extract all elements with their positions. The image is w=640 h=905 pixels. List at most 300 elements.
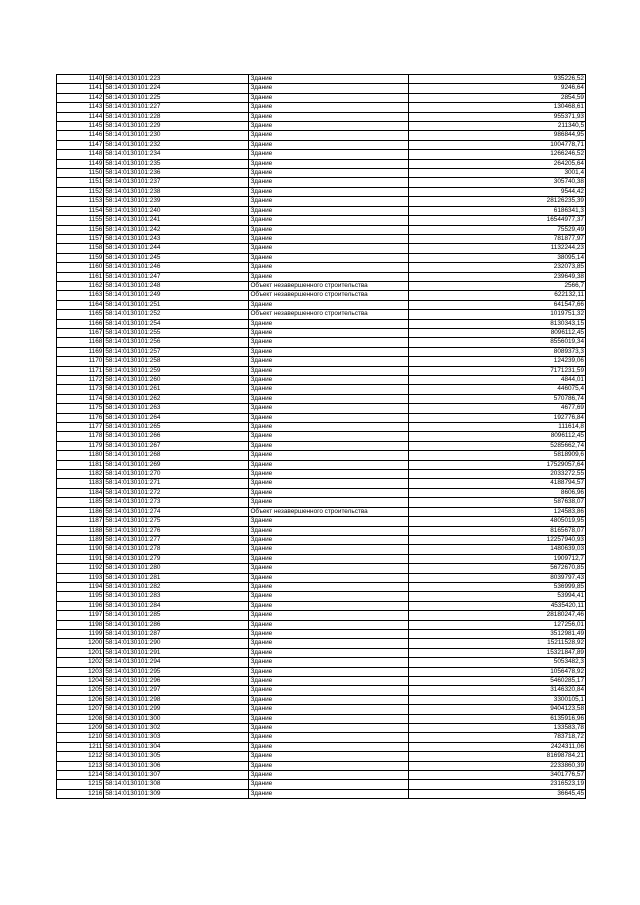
object-type-cell: Здание bbox=[249, 658, 408, 667]
cadastral-number-cell: 58:14:0130101:259 bbox=[104, 366, 249, 375]
cadastral-value-cell: 192776,84 bbox=[408, 413, 585, 422]
object-type-cell: Здание bbox=[249, 197, 408, 206]
table-row bbox=[57, 498, 586, 507]
cadastral-number-cell: 58:14:0130101:272 bbox=[104, 488, 249, 497]
cadastral-value-cell: 587638,07 bbox=[408, 498, 585, 507]
row-number-cell: 1159 bbox=[57, 253, 104, 262]
cadastral-number-cell: 58:14:0130101:298 bbox=[104, 695, 249, 704]
table-row bbox=[57, 272, 586, 281]
row-number-cell: 1142 bbox=[57, 93, 104, 102]
cadastral-value-cell: 536999,85 bbox=[408, 582, 585, 591]
object-type-cell: Здание bbox=[249, 705, 408, 714]
cadastral-value-cell: 2233860,39 bbox=[408, 761, 585, 770]
cadastral-value-cell: 305740,38 bbox=[408, 178, 585, 187]
table-row bbox=[57, 423, 586, 432]
table-row bbox=[57, 131, 586, 140]
cadastral-value-cell: 4844,01 bbox=[408, 376, 585, 385]
cadastral-value-cell: 38095,14 bbox=[408, 253, 585, 262]
row-number-cell: 1165 bbox=[57, 310, 104, 319]
row-number-cell: 1164 bbox=[57, 300, 104, 309]
object-type-cell: Здание bbox=[249, 112, 408, 121]
table-row bbox=[57, 686, 586, 695]
row-number-cell: 1168 bbox=[57, 338, 104, 347]
row-number-cell: 1148 bbox=[57, 150, 104, 159]
cadastral-number-cell: 58:14:0130101:225 bbox=[104, 93, 249, 102]
row-number-cell: 1186 bbox=[57, 507, 104, 516]
object-type-cell: Здание bbox=[249, 140, 408, 149]
table-row bbox=[57, 507, 586, 516]
cadastral-number-cell: 58:14:0130101:236 bbox=[104, 169, 249, 178]
object-type-cell: Здание bbox=[249, 328, 408, 337]
row-number-cell: 1209 bbox=[57, 724, 104, 733]
cadastral-value-cell: 8089373,3 bbox=[408, 347, 585, 356]
object-type-cell: Объект незавершенного строительства bbox=[249, 281, 408, 290]
cadastral-value-cell: 446075,4 bbox=[408, 385, 585, 394]
row-number-cell: 1149 bbox=[57, 159, 104, 168]
cadastral-number-cell: 58:14:0130101:286 bbox=[104, 620, 249, 629]
cadastral-value-cell: 8606,96 bbox=[408, 488, 585, 497]
cadastral-number-cell: 58:14:0130101:308 bbox=[104, 780, 249, 789]
table-row bbox=[57, 789, 586, 798]
cadastral-value-cell: 111614,8 bbox=[408, 423, 585, 432]
row-number-cell: 1178 bbox=[57, 432, 104, 441]
table-row bbox=[57, 122, 586, 131]
table-row bbox=[57, 470, 586, 479]
cadastral-value-cell: 1132244,23 bbox=[408, 244, 585, 253]
table-row bbox=[57, 761, 586, 770]
cadastral-number-cell: 58:14:0130101:246 bbox=[104, 263, 249, 272]
cadastral-value-cell: 8556019,34 bbox=[408, 338, 585, 347]
cadastral-value-cell: 8096112,45 bbox=[408, 328, 585, 337]
object-type-cell: Здание bbox=[249, 244, 408, 253]
cadastral-value-cell: 130468,61 bbox=[408, 103, 585, 112]
cadastral-number-cell: 58:14:0130101:244 bbox=[104, 244, 249, 253]
object-type-cell: Здание bbox=[249, 470, 408, 479]
cadastral-number-cell: 58:14:0130101:273 bbox=[104, 498, 249, 507]
cadastral-number-cell: 58:14:0130101:257 bbox=[104, 347, 249, 356]
row-number-cell: 1166 bbox=[57, 319, 104, 328]
row-number-cell: 1153 bbox=[57, 197, 104, 206]
cadastral-value-cell: 12257940,93 bbox=[408, 535, 585, 544]
object-type-cell: Здание bbox=[249, 611, 408, 620]
row-number-cell: 1174 bbox=[57, 394, 104, 403]
object-type-cell: Здание bbox=[249, 385, 408, 394]
cadastral-value-cell: 6135916,96 bbox=[408, 714, 585, 723]
table-row bbox=[57, 84, 586, 93]
table-row bbox=[57, 404, 586, 413]
object-type-cell: Объект незавершенного строительства bbox=[249, 507, 408, 516]
cadastral-number-cell: 58:14:0130101:239 bbox=[104, 197, 249, 206]
object-type-cell: Здание bbox=[249, 178, 408, 187]
row-number-cell: 1191 bbox=[57, 554, 104, 563]
cadastral-value-cell: 16544977,37 bbox=[408, 216, 585, 225]
table-row bbox=[57, 733, 586, 742]
cadastral-value-cell: 124583,86 bbox=[408, 507, 585, 516]
table-row bbox=[57, 573, 586, 582]
object-type-cell: Здание bbox=[249, 441, 408, 450]
cadastral-value-cell: 3512981,49 bbox=[408, 629, 585, 638]
cadastral-value-cell: 1056478,92 bbox=[408, 667, 585, 676]
cadastral-number-cell: 58:14:0130101:238 bbox=[104, 187, 249, 196]
table-row bbox=[57, 75, 586, 84]
cadastral-value-cell: 3401776,57 bbox=[408, 771, 585, 780]
table-row bbox=[57, 771, 586, 780]
row-number-cell: 1198 bbox=[57, 620, 104, 629]
cadastral-value-cell: 641547,66 bbox=[408, 300, 585, 309]
cadastral-number-cell: 58:14:0130101:256 bbox=[104, 338, 249, 347]
cadastral-value-cell: 2424311,06 bbox=[408, 742, 585, 751]
cadastral-value-cell: 4677,69 bbox=[408, 404, 585, 413]
cadastral-number-cell: 58:14:0130101:285 bbox=[104, 611, 249, 620]
object-type-cell: Здание bbox=[249, 695, 408, 704]
object-type-cell: Здание bbox=[249, 780, 408, 789]
row-number-cell: 1206 bbox=[57, 695, 104, 704]
cadastral-number-cell: 58:14:0130101:287 bbox=[104, 629, 249, 638]
cadastral-number-cell: 58:14:0130101:269 bbox=[104, 460, 249, 469]
cadastral-value-cell: 28180247,46 bbox=[408, 611, 585, 620]
object-type-cell: Здание bbox=[249, 122, 408, 131]
cadastral-number-cell: 58:14:0130101:237 bbox=[104, 178, 249, 187]
table-row bbox=[57, 263, 586, 272]
row-number-cell: 1150 bbox=[57, 169, 104, 178]
table-row bbox=[57, 394, 586, 403]
cadastral-number-cell: 58:14:0130101:263 bbox=[104, 404, 249, 413]
table-row bbox=[57, 169, 586, 178]
cadastral-number-cell: 58:14:0130101:251 bbox=[104, 300, 249, 309]
row-number-cell: 1214 bbox=[57, 771, 104, 780]
row-number-cell: 1187 bbox=[57, 517, 104, 526]
cadastral-number-cell: 58:14:0130101:255 bbox=[104, 328, 249, 337]
cadastral-number-cell: 58:14:0130101:267 bbox=[104, 441, 249, 450]
cadastral-number-cell: 58:14:0130101:240 bbox=[104, 206, 249, 215]
cadastral-number-cell: 58:14:0130101:305 bbox=[104, 752, 249, 761]
object-type-cell: Здание bbox=[249, 319, 408, 328]
object-type-cell: Объект незавершенного строительства bbox=[249, 310, 408, 319]
cadastral-value-cell: 264205,64 bbox=[408, 159, 585, 168]
object-type-cell: Здание bbox=[249, 272, 408, 281]
row-number-cell: 1184 bbox=[57, 488, 104, 497]
cadastral-value-cell: 53994,41 bbox=[408, 592, 585, 601]
row-number-cell: 1201 bbox=[57, 648, 104, 657]
table-row bbox=[57, 413, 586, 422]
cadastral-number-cell: 58:14:0130101:243 bbox=[104, 234, 249, 243]
table-row bbox=[57, 611, 586, 620]
cadastral-number-cell: 58:14:0130101:227 bbox=[104, 103, 249, 112]
row-number-cell: 1156 bbox=[57, 225, 104, 234]
table-row bbox=[57, 564, 586, 573]
table-row bbox=[57, 291, 586, 300]
table-row bbox=[57, 197, 586, 206]
row-number-cell: 1171 bbox=[57, 366, 104, 375]
cadastral-value-cell: 7171231,59 bbox=[408, 366, 585, 375]
object-type-cell: Здание bbox=[249, 253, 408, 262]
object-type-cell: Здание bbox=[249, 234, 408, 243]
cadastral-value-cell: 935226,52 bbox=[408, 75, 585, 84]
cadastral-value-cell: 8096112,45 bbox=[408, 432, 585, 441]
cadastral-value-cell: 5285662,74 bbox=[408, 441, 585, 450]
object-type-cell: Здание bbox=[249, 601, 408, 610]
table-row bbox=[57, 582, 586, 591]
object-type-cell: Здание bbox=[249, 479, 408, 488]
row-number-cell: 1208 bbox=[57, 714, 104, 723]
row-number-cell: 1173 bbox=[57, 385, 104, 394]
cadastral-value-cell: 9404123,58 bbox=[408, 705, 585, 714]
object-type-cell: Здание bbox=[249, 432, 408, 441]
cadastral-value-cell: 17529057,64 bbox=[408, 460, 585, 469]
row-number-cell: 1193 bbox=[57, 573, 104, 582]
row-number-cell: 1176 bbox=[57, 413, 104, 422]
cadastral-number-cell: 58:14:0130101:282 bbox=[104, 582, 249, 591]
object-type-cell: Здание bbox=[249, 216, 408, 225]
row-number-cell: 1180 bbox=[57, 451, 104, 460]
cadastral-value-cell: 3146320,84 bbox=[408, 686, 585, 695]
row-number-cell: 1188 bbox=[57, 526, 104, 535]
cadastral-value-cell: 570786,74 bbox=[408, 394, 585, 403]
row-number-cell: 1155 bbox=[57, 216, 104, 225]
row-number-cell: 1154 bbox=[57, 206, 104, 215]
row-number-cell: 1185 bbox=[57, 498, 104, 507]
row-number-cell: 1199 bbox=[57, 629, 104, 638]
table-row bbox=[57, 451, 586, 460]
cadastral-number-cell: 58:14:0130101:262 bbox=[104, 394, 249, 403]
table-row bbox=[57, 629, 586, 638]
object-type-cell: Здание bbox=[249, 347, 408, 356]
object-type-cell: Здание bbox=[249, 159, 408, 168]
row-number-cell: 1207 bbox=[57, 705, 104, 714]
row-number-cell: 1158 bbox=[57, 244, 104, 253]
cadastral-value-cell: 2316523,19 bbox=[408, 780, 585, 789]
object-type-cell: Здание bbox=[249, 357, 408, 366]
row-number-cell: 1144 bbox=[57, 112, 104, 121]
row-number-cell: 1202 bbox=[57, 658, 104, 667]
row-number-cell: 1162 bbox=[57, 281, 104, 290]
table-row bbox=[57, 639, 586, 648]
object-type-cell: Здание bbox=[249, 376, 408, 385]
row-number-cell: 1192 bbox=[57, 564, 104, 573]
cadastral-value-cell: 4805019,95 bbox=[408, 517, 585, 526]
table-row bbox=[57, 347, 586, 356]
table-row bbox=[57, 385, 586, 394]
cadastral-value-cell: 3300105,1 bbox=[408, 695, 585, 704]
object-type-cell: Здание bbox=[249, 338, 408, 347]
cadastral-value-cell: 4535420,11 bbox=[408, 601, 585, 610]
table-row bbox=[57, 658, 586, 667]
cadastral-number-cell: 58:14:0130101:270 bbox=[104, 470, 249, 479]
table-row bbox=[57, 376, 586, 385]
cadastral-value-cell: 1909712,7 bbox=[408, 554, 585, 563]
row-number-cell: 1146 bbox=[57, 131, 104, 140]
cadastral-number-cell: 58:14:0130101:277 bbox=[104, 535, 249, 544]
table-row bbox=[57, 366, 586, 375]
object-type-cell: Здание bbox=[249, 677, 408, 686]
cadastral-value-table bbox=[56, 74, 586, 799]
cadastral-number-cell: 58:14:0130101:274 bbox=[104, 507, 249, 516]
cadastral-number-cell: 58:14:0130101:261 bbox=[104, 385, 249, 394]
object-type-cell: Здание bbox=[249, 686, 408, 695]
table-row bbox=[57, 253, 586, 262]
object-type-cell: Здание bbox=[249, 169, 408, 178]
cadastral-number-cell: 58:14:0130101:232 bbox=[104, 140, 249, 149]
table-row bbox=[57, 441, 586, 450]
cadastral-number-cell: 58:14:0130101:304 bbox=[104, 742, 249, 751]
row-number-cell: 1152 bbox=[57, 187, 104, 196]
table-row bbox=[57, 488, 586, 497]
row-number-cell: 1169 bbox=[57, 347, 104, 356]
cadastral-value-cell: 1004778,71 bbox=[408, 140, 585, 149]
row-number-cell: 1170 bbox=[57, 357, 104, 366]
object-type-cell: Здание bbox=[249, 545, 408, 554]
table-row bbox=[57, 695, 586, 704]
object-type-cell: Здание bbox=[249, 93, 408, 102]
cadastral-value-cell: 955371,93 bbox=[408, 112, 585, 121]
cadastral-number-cell: 58:14:0130101:247 bbox=[104, 272, 249, 281]
object-type-cell: Здание bbox=[249, 498, 408, 507]
cadastral-number-cell: 58:14:0130101:235 bbox=[104, 159, 249, 168]
cadastral-value-cell: 2566,7 bbox=[408, 281, 585, 290]
table-row bbox=[57, 281, 586, 290]
object-type-cell: Здание bbox=[249, 263, 408, 272]
object-type-cell: Здание bbox=[249, 752, 408, 761]
object-type-cell: Здание bbox=[249, 423, 408, 432]
object-type-cell: Здание bbox=[249, 742, 408, 751]
cadastral-value-cell: 783718,72 bbox=[408, 733, 585, 742]
object-type-cell: Здание bbox=[249, 526, 408, 535]
row-number-cell: 1213 bbox=[57, 761, 104, 770]
table-row bbox=[57, 535, 586, 544]
row-number-cell: 1145 bbox=[57, 122, 104, 131]
cadastral-number-cell: 58:14:0130101:306 bbox=[104, 761, 249, 770]
cadastral-value-cell: 133583,78 bbox=[408, 724, 585, 733]
table-row bbox=[57, 714, 586, 723]
object-type-cell: Здание bbox=[249, 629, 408, 638]
row-number-cell: 1210 bbox=[57, 733, 104, 742]
object-type-cell: Объект незавершенного строительства bbox=[249, 291, 408, 300]
cadastral-value-cell: 1266246,52 bbox=[408, 150, 585, 159]
cadastral-value-cell: 36645,45 bbox=[408, 789, 585, 798]
row-number-cell: 1161 bbox=[57, 272, 104, 281]
object-type-cell: Здание bbox=[249, 771, 408, 780]
cadastral-value-cell: 6186341,3 bbox=[408, 206, 585, 215]
object-type-cell: Здание bbox=[249, 300, 408, 309]
cadastral-value-cell: 8130343,15 bbox=[408, 319, 585, 328]
row-number-cell: 1211 bbox=[57, 742, 104, 751]
row-number-cell: 1175 bbox=[57, 404, 104, 413]
object-type-cell: Здание bbox=[249, 394, 408, 403]
table-row bbox=[57, 159, 586, 168]
table-row bbox=[57, 517, 586, 526]
cadastral-value-cell: 2854,59 bbox=[408, 93, 585, 102]
cadastral-number-cell: 58:14:0130101:252 bbox=[104, 310, 249, 319]
object-type-cell: Здание bbox=[249, 724, 408, 733]
cadastral-number-cell: 58:14:0130101:291 bbox=[104, 648, 249, 657]
object-type-cell: Здание bbox=[249, 573, 408, 582]
row-number-cell: 1177 bbox=[57, 423, 104, 432]
cadastral-number-cell: 58:14:0130101:264 bbox=[104, 413, 249, 422]
cadastral-number-cell: 58:14:0130101:278 bbox=[104, 545, 249, 554]
table-row bbox=[57, 592, 586, 601]
object-type-cell: Здание bbox=[249, 564, 408, 573]
row-number-cell: 1189 bbox=[57, 535, 104, 544]
object-type-cell: Здание bbox=[249, 789, 408, 798]
cadastral-number-cell: 58:14:0130101:283 bbox=[104, 592, 249, 601]
cadastral-value-cell: 3001,4 bbox=[408, 169, 585, 178]
cadastral-number-cell: 58:14:0130101:281 bbox=[104, 573, 249, 582]
cadastral-value-cell: 1480639,03 bbox=[408, 545, 585, 554]
cadastral-number-cell: 58:14:0130101:284 bbox=[104, 601, 249, 610]
row-number-cell: 1216 bbox=[57, 789, 104, 798]
cadastral-number-cell: 58:14:0130101:249 bbox=[104, 291, 249, 300]
cadastral-number-cell: 58:14:0130101:279 bbox=[104, 554, 249, 563]
table-row bbox=[57, 150, 586, 159]
object-type-cell: Здание bbox=[249, 150, 408, 159]
row-number-cell: 1181 bbox=[57, 460, 104, 469]
cadastral-number-cell: 58:14:0130101:245 bbox=[104, 253, 249, 262]
cadastral-number-cell: 58:14:0130101:268 bbox=[104, 451, 249, 460]
object-type-cell: Здание bbox=[249, 75, 408, 84]
row-number-cell: 1200 bbox=[57, 639, 104, 648]
cadastral-value-cell: 75529,49 bbox=[408, 225, 585, 234]
cadastral-number-cell: 58:14:0130101:309 bbox=[104, 789, 249, 798]
cadastral-value-cell: 124239,06 bbox=[408, 357, 585, 366]
cadastral-number-cell: 58:14:0130101:302 bbox=[104, 724, 249, 733]
cadastral-number-cell: 58:14:0130101:296 bbox=[104, 677, 249, 686]
row-number-cell: 1205 bbox=[57, 686, 104, 695]
table-row bbox=[57, 234, 586, 243]
object-type-cell: Здание bbox=[249, 620, 408, 629]
cadastral-number-cell: 58:14:0130101:295 bbox=[104, 667, 249, 676]
table-row bbox=[57, 338, 586, 347]
object-type-cell: Здание bbox=[249, 592, 408, 601]
object-type-cell: Здание bbox=[249, 103, 408, 112]
table-row bbox=[57, 206, 586, 215]
cadastral-number-cell: 58:14:0130101:241 bbox=[104, 216, 249, 225]
cadastral-value-cell: 9544,42 bbox=[408, 187, 585, 196]
row-number-cell: 1163 bbox=[57, 291, 104, 300]
cadastral-value-cell: 622132,11 bbox=[408, 291, 585, 300]
table-row bbox=[57, 780, 586, 789]
row-number-cell: 1197 bbox=[57, 611, 104, 620]
cadastral-number-cell: 58:14:0130101:224 bbox=[104, 84, 249, 93]
table-row bbox=[57, 554, 586, 563]
row-number-cell: 1179 bbox=[57, 441, 104, 450]
cadastral-number-cell: 58:14:0130101:258 bbox=[104, 357, 249, 366]
object-type-cell: Здание bbox=[249, 733, 408, 742]
table-row bbox=[57, 216, 586, 225]
object-type-cell: Здание bbox=[249, 84, 408, 93]
table-row bbox=[57, 705, 586, 714]
table-row bbox=[57, 178, 586, 187]
table-row bbox=[57, 752, 586, 761]
object-type-cell: Здание bbox=[249, 225, 408, 234]
row-number-cell: 1196 bbox=[57, 601, 104, 610]
cadastral-value-cell: 781877,97 bbox=[408, 234, 585, 243]
row-number-cell: 1172 bbox=[57, 376, 104, 385]
table-row bbox=[57, 93, 586, 102]
table-row bbox=[57, 310, 586, 319]
row-number-cell: 1151 bbox=[57, 178, 104, 187]
cadastral-number-cell: 58:14:0130101:307 bbox=[104, 771, 249, 780]
cadastral-value-cell: 2033272,55 bbox=[408, 470, 585, 479]
object-type-cell: Здание bbox=[249, 413, 408, 422]
cadastral-value-cell: 15321847,89 bbox=[408, 648, 585, 657]
table-row bbox=[57, 112, 586, 121]
cadastral-value-cell: 211340,5 bbox=[408, 122, 585, 131]
object-type-cell: Здание bbox=[249, 488, 408, 497]
object-type-cell: Здание bbox=[249, 582, 408, 591]
cadastral-number-cell: 58:14:0130101:290 bbox=[104, 639, 249, 648]
cadastral-value-cell: 986844,95 bbox=[408, 131, 585, 140]
row-number-cell: 1203 bbox=[57, 667, 104, 676]
